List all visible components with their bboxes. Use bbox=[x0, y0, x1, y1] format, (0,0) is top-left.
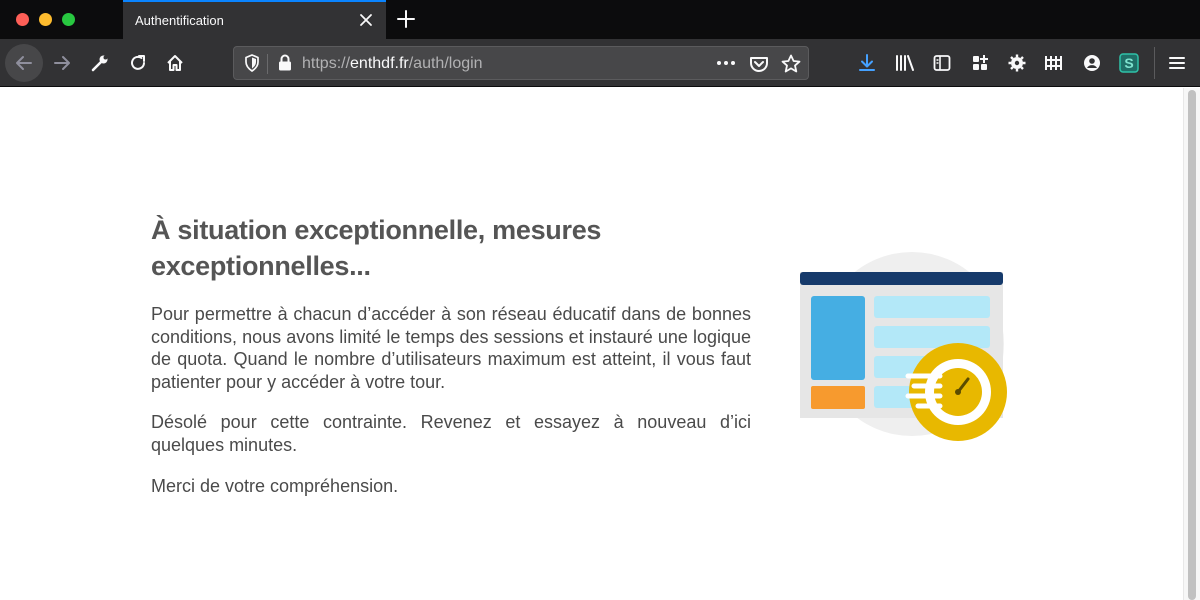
s-extension-icon bbox=[1118, 52, 1140, 74]
gear-icon bbox=[1007, 53, 1027, 73]
settings-extension-button[interactable] bbox=[1001, 47, 1033, 79]
extensions-grid-icon bbox=[970, 53, 990, 73]
downloads-icon bbox=[857, 53, 877, 73]
page-actions-more-icon[interactable] bbox=[714, 53, 738, 73]
tab-authentification[interactable] bbox=[123, 0, 386, 39]
scrollbar-thumb[interactable] bbox=[1188, 90, 1196, 600]
account-icon bbox=[1082, 53, 1102, 73]
home-icon bbox=[165, 53, 185, 73]
illustration-row-1 bbox=[874, 296, 990, 318]
sidebar-button[interactable] bbox=[926, 47, 958, 79]
svg-text:S: S bbox=[1124, 55, 1134, 71]
url-scheme: https:// bbox=[302, 55, 351, 72]
url-text[interactable] bbox=[302, 55, 483, 73]
new-tab-plus-icon[interactable] bbox=[394, 7, 418, 31]
back-arrow-icon bbox=[13, 52, 35, 74]
url-path: /auth/login bbox=[408, 55, 483, 72]
downloads-button[interactable] bbox=[851, 47, 883, 79]
url-bar[interactable] bbox=[233, 46, 809, 80]
s-extension-button[interactable] bbox=[1113, 47, 1145, 79]
wrench-icon bbox=[90, 53, 110, 73]
page-headline: À situation exceptionnelle, mesures exceptionnelles... bbox=[151, 215, 602, 281]
paragraph-thanks: Merci de votre compréhension. bbox=[151, 476, 399, 496]
sidebar-icon bbox=[932, 53, 952, 73]
account-button[interactable] bbox=[1076, 47, 1108, 79]
menu-button[interactable] bbox=[1161, 47, 1193, 79]
reload-button[interactable] bbox=[122, 47, 154, 79]
home-button[interactable] bbox=[159, 47, 191, 79]
title-bar bbox=[0, 0, 1200, 39]
vertical-scrollbar[interactable] bbox=[1183, 88, 1200, 600]
forward-button[interactable] bbox=[46, 47, 78, 79]
browser-window-stopwatch-illustration bbox=[790, 246, 1020, 446]
navigation-toolbar bbox=[0, 39, 1200, 87]
fence-icon bbox=[1043, 53, 1065, 73]
bookmark-star-icon[interactable] bbox=[780, 53, 802, 75]
paragraph-explanation: Pour permettre à chacun d’accéder à son réseau éducatif dans de bonnes conditions, nous avons limité le temps des sessions et instauré une logique de quota. Quand le nombre d’utilisateurs maximum est atteint, il vous faut patienter pour y accéder à votre tour. bbox=[151, 304, 751, 392]
tracking-shield-icon[interactable] bbox=[242, 53, 262, 73]
forward-arrow-icon bbox=[51, 52, 73, 74]
close-tab-icon[interactable] bbox=[356, 10, 376, 30]
pocket-icon[interactable] bbox=[748, 53, 770, 75]
url-divider bbox=[267, 54, 268, 74]
illustration-orange-button bbox=[811, 386, 865, 409]
extensions-button[interactable] bbox=[964, 47, 996, 79]
library-button[interactable] bbox=[889, 47, 921, 79]
url-host: enthdf.fr bbox=[350, 55, 409, 72]
toolbar-separator bbox=[1154, 47, 1155, 79]
customize-button[interactable] bbox=[84, 47, 116, 79]
illustration-sidebar-block bbox=[811, 296, 865, 380]
library-icon bbox=[894, 53, 916, 73]
page-content bbox=[0, 88, 1183, 600]
fence-extension-button[interactable] bbox=[1038, 47, 1070, 79]
zoom-window-button[interactable] bbox=[62, 13, 75, 26]
lock-icon[interactable] bbox=[276, 53, 294, 73]
paragraph-apology: Désolé pour cette contrainte. Revenez et essayez à nouveau d’ici quelques minutes. bbox=[151, 412, 751, 455]
minimize-window-button[interactable] bbox=[39, 13, 52, 26]
illustration-row-2 bbox=[874, 326, 990, 348]
reload-icon bbox=[128, 53, 148, 73]
illustration-window-header bbox=[800, 272, 1003, 285]
back-button[interactable] bbox=[5, 44, 43, 82]
hamburger-menu-icon bbox=[1167, 53, 1187, 73]
tab-title: Authentification bbox=[135, 13, 224, 28]
close-window-button[interactable] bbox=[16, 13, 29, 26]
